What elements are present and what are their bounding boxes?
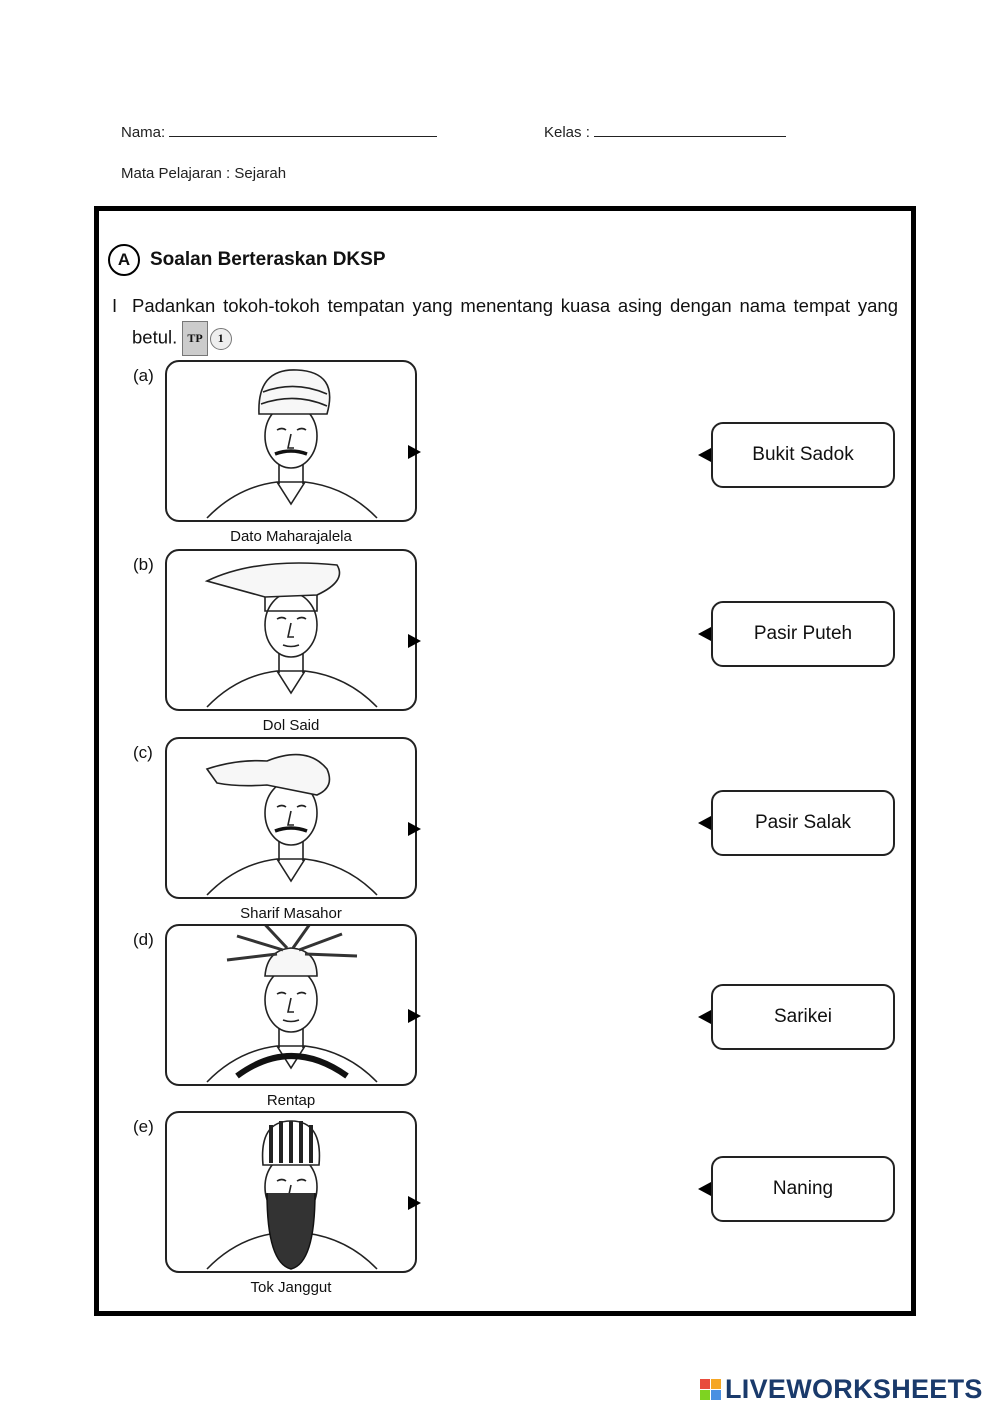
figure-letter: (a) bbox=[133, 366, 154, 385]
place-box[interactable] bbox=[711, 422, 895, 488]
portrait-illustration bbox=[167, 1113, 415, 1271]
place-name: Pasir Salak bbox=[754, 812, 852, 833]
place-connector-arrow[interactable] bbox=[698, 1010, 711, 1024]
tp-label: TP bbox=[182, 321, 207, 356]
place-connector-arrow[interactable] bbox=[698, 448, 711, 462]
portrait-card bbox=[165, 924, 417, 1086]
place-connector-arrow[interactable] bbox=[698, 627, 711, 641]
class-field bbox=[544, 122, 786, 141]
question-number: I bbox=[112, 295, 118, 316]
figure-letter: (b) bbox=[133, 555, 154, 574]
place-box[interactable] bbox=[711, 1156, 895, 1222]
place-box[interactable] bbox=[711, 601, 895, 667]
name-field bbox=[121, 122, 437, 141]
figure-name: Dol Said bbox=[262, 717, 320, 734]
name-blank-line[interactable] bbox=[169, 122, 437, 137]
figure-connector-arrow[interactable] bbox=[408, 634, 421, 648]
portrait-card bbox=[165, 549, 417, 711]
figure-letter: (d) bbox=[133, 930, 154, 949]
portrait-illustration bbox=[167, 739, 415, 897]
question-block bbox=[112, 290, 898, 356]
place-connector-arrow[interactable] bbox=[698, 1182, 711, 1196]
section-heading bbox=[108, 244, 386, 276]
subject-line: Mata Pelajaran : Sejarah bbox=[121, 165, 287, 182]
portrait-card bbox=[165, 1111, 417, 1273]
section-title: Soalan Berteraskan DKSP bbox=[150, 249, 386, 270]
figure-name: Dato Maharajalela bbox=[230, 528, 352, 545]
class-label: Kelas : bbox=[544, 124, 590, 141]
figure-letter: (c) bbox=[133, 743, 153, 762]
portrait-illustration bbox=[167, 362, 415, 520]
portrait-illustration bbox=[167, 926, 415, 1084]
place-box[interactable] bbox=[711, 984, 895, 1050]
portrait-card bbox=[165, 737, 417, 899]
logo-grid-icon bbox=[700, 1379, 721, 1400]
portrait-illustration bbox=[167, 551, 415, 709]
figure-connector-arrow[interactable] bbox=[408, 1196, 421, 1210]
figure-name: Sharif Masahor bbox=[240, 905, 342, 922]
question-text: Padankan tokoh-tokoh tempatan yang menentang kuasa asing dengan nama tempat yang betul. bbox=[132, 295, 898, 348]
place-name: Sarikei bbox=[773, 1006, 833, 1027]
figure-name: Tok Janggut bbox=[250, 1279, 332, 1296]
figure-connector-arrow[interactable] bbox=[408, 1009, 421, 1023]
portrait-card bbox=[165, 360, 417, 522]
name-label: Nama: bbox=[121, 124, 166, 141]
place-name: Naning bbox=[772, 1178, 834, 1199]
tp-level: 1 bbox=[210, 328, 232, 350]
figure-connector-arrow[interactable] bbox=[408, 445, 421, 459]
logo-text: LIVEWORKSHEETS bbox=[725, 1374, 983, 1404]
liveworksheets-logo bbox=[700, 1374, 983, 1405]
section-letter-badge: A bbox=[108, 244, 140, 276]
place-box[interactable] bbox=[711, 790, 895, 856]
place-name: Bukit Sadok bbox=[752, 444, 854, 465]
tp-badge bbox=[182, 321, 231, 356]
place-name: Pasir Puteh bbox=[753, 623, 853, 644]
figure-connector-arrow[interactable] bbox=[408, 822, 421, 836]
figure-name: Rentap bbox=[266, 1092, 316, 1109]
class-blank-line[interactable] bbox=[594, 122, 786, 137]
place-connector-arrow[interactable] bbox=[698, 816, 711, 830]
figure-letter: (e) bbox=[133, 1117, 154, 1136]
